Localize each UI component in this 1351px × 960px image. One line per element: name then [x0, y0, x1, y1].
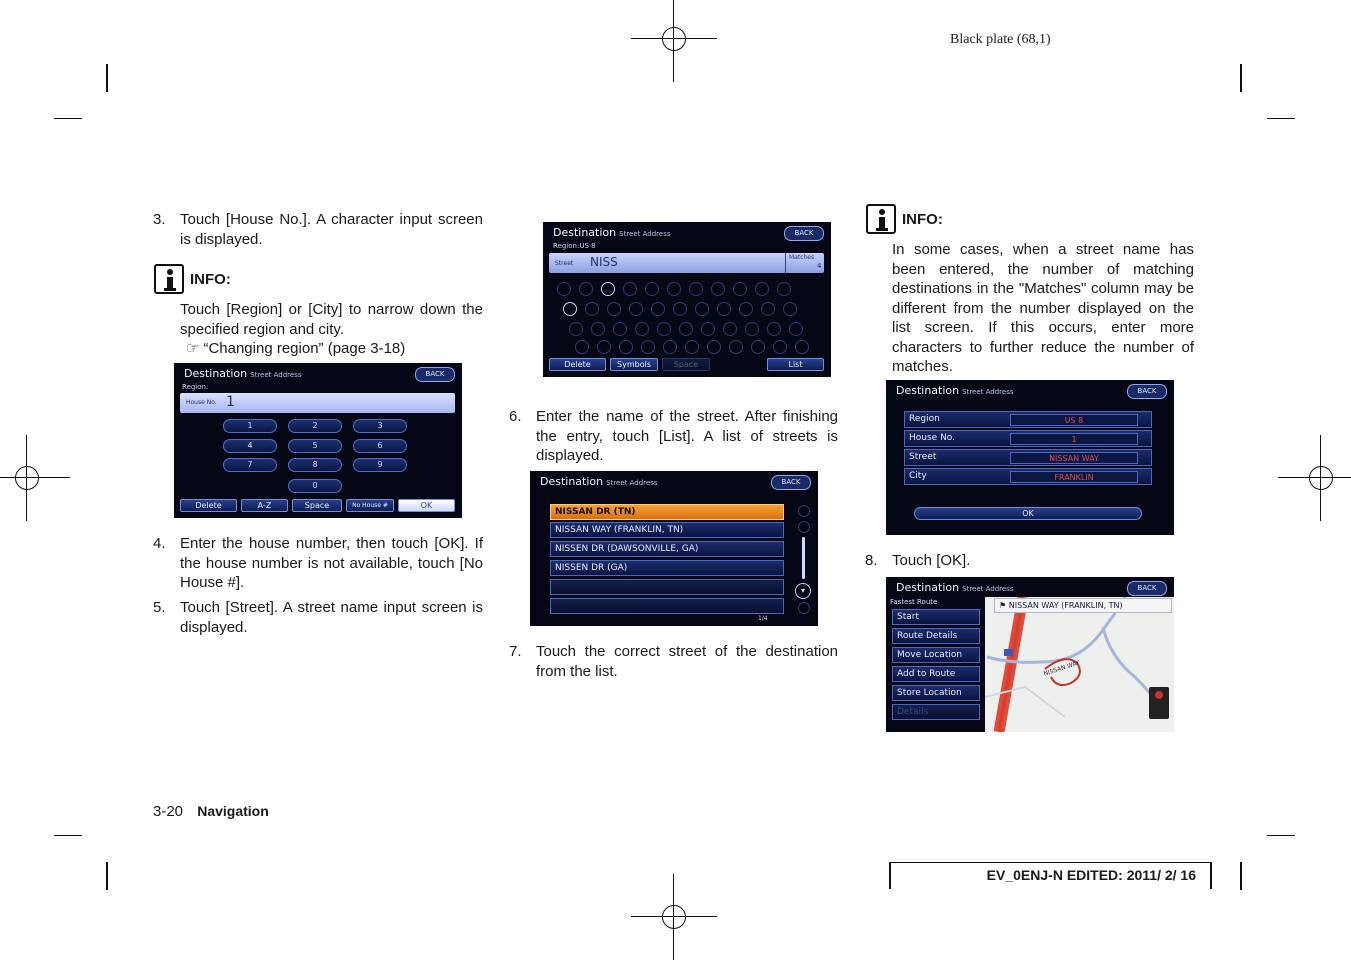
scroll-down-icon[interactable] — [798, 602, 810, 614]
screen-title: Destination Street Address — [184, 367, 302, 380]
house-number-field[interactable] — [180, 393, 455, 413]
keyboard-key[interactable] — [651, 302, 665, 316]
back-button[interactable]: BACK — [1127, 581, 1167, 596]
field-value: 1 — [226, 394, 235, 410]
details-button[interactable]: Details — [892, 704, 980, 720]
key-2[interactable]: 2 — [288, 419, 342, 433]
keyboard-key[interactable] — [645, 282, 659, 296]
keyboard-key[interactable] — [597, 340, 611, 354]
registration-mark-left — [0, 435, 70, 521]
house-number-row[interactable] — [904, 430, 1152, 447]
list-item[interactable]: NISSEN DR (GA) — [550, 560, 784, 576]
start-button[interactable]: Start — [892, 609, 980, 625]
page-number: 3-20 — [153, 803, 184, 820]
map-street-label: NISSAN WAY — [1042, 659, 1081, 678]
space-button[interactable]: Space — [292, 499, 342, 512]
destination-name: NISSAN WAY (FRANKLIN, TN) — [1008, 601, 1123, 610]
screen-street-input — [543, 222, 831, 377]
row-value: US 8 — [1010, 414, 1138, 426]
route-label: Fastest Route — [890, 598, 938, 606]
route-details-button[interactable]: Route Details — [892, 628, 980, 644]
back-button[interactable]: BACK — [771, 475, 811, 490]
screen-street-list — [530, 471, 818, 626]
key-4[interactable]: 4 — [223, 439, 277, 453]
delete-button[interactable]: Delete — [180, 499, 237, 512]
a-z-button[interactable]: A-Z — [241, 499, 288, 512]
key-9[interactable]: 9 — [353, 458, 407, 472]
keyboard-key[interactable] — [623, 282, 637, 296]
keyboard-key[interactable] — [673, 302, 687, 316]
keyboard-key[interactable] — [685, 340, 699, 354]
key-8[interactable]: 8 — [288, 458, 342, 472]
map-view[interactable] — [985, 597, 1174, 732]
keyboard-key[interactable] — [761, 302, 775, 316]
key-1[interactable]: 1 — [223, 419, 277, 433]
edition-label: EV_0ENJ-N EDITED: 2011/ 2/ 16 — [986, 867, 1196, 883]
matches-value: 4 — [817, 262, 822, 270]
crop-mark — [1240, 862, 1242, 890]
space-button[interactable]: Space — [662, 358, 710, 371]
screen-title: Destination Street Address — [896, 581, 1014, 594]
info-label: INFO: — [190, 270, 231, 288]
list-item — [550, 579, 784, 595]
step-4 — [153, 534, 483, 594]
step-number: 7. — [509, 643, 522, 660]
info-heading — [866, 204, 943, 234]
reference-text: “Changing region” (page 3-18) — [203, 340, 406, 357]
keyboard-key[interactable] — [579, 282, 593, 296]
info-label: INFO: — [902, 210, 943, 228]
keyboard-key[interactable] — [607, 302, 621, 316]
row-label: Region — [909, 414, 940, 424]
keyboard-key[interactable] — [751, 340, 765, 354]
keyboard-key[interactable] — [729, 340, 743, 354]
row-label: House No. — [909, 433, 956, 443]
list-item[interactable]: NISSEN DR (DAWSONVILLE, GA) — [550, 541, 784, 557]
step-number: 5. — [153, 599, 166, 616]
field-label: House No. — [186, 399, 217, 406]
screen-title: Destination Street Address — [896, 384, 1014, 397]
list-item[interactable]: NISSAN DR (TN) — [550, 504, 784, 520]
keyboard-key[interactable] — [667, 282, 681, 296]
ok-button[interactable]: OK — [914, 507, 1142, 520]
registration-mark-top — [631, 0, 717, 82]
step-number: 4. — [153, 535, 166, 552]
field-value: NISS — [590, 255, 618, 269]
key-7[interactable]: 7 — [223, 458, 277, 472]
crop-mark — [54, 835, 82, 836]
keyboard-key[interactable] — [767, 322, 781, 336]
step-text: Touch the correct street of the destination from the list. — [536, 643, 838, 680]
keyboard-key[interactable] — [663, 340, 677, 354]
keyboard-key[interactable] — [613, 322, 627, 336]
step-number: 8. — [865, 552, 878, 569]
screen-confirm — [886, 380, 1174, 535]
region-label: Region: — [182, 383, 209, 391]
key-3[interactable]: 3 — [353, 419, 407, 433]
keyboard-key[interactable] — [789, 322, 803, 336]
no-house-button[interactable]: No House # — [346, 499, 394, 512]
list-button[interactable]: List — [767, 358, 824, 371]
list-item[interactable]: NISSAN WAY (FRANKLIN, TN) — [550, 522, 784, 538]
crop-mark — [54, 118, 82, 119]
screen-house-number — [174, 363, 462, 518]
step-5 — [153, 598, 483, 638]
crop-mark — [1240, 64, 1242, 92]
step-text: Enter the house number, then touch [OK]. If the house number is not available, touch [No House #]. — [180, 535, 483, 591]
keyboard-key[interactable] — [745, 322, 759, 336]
keyboard-key[interactable] — [711, 282, 725, 296]
key-5[interactable]: 5 — [288, 439, 342, 453]
step-number: 6. — [509, 408, 522, 425]
keyboard-key[interactable] — [635, 322, 649, 336]
row-label: Street — [909, 452, 937, 462]
key-0[interactable]: 0 — [288, 479, 342, 493]
keyboard-key[interactable] — [601, 282, 615, 296]
matches-label: Matches — [789, 254, 815, 261]
move-location-button[interactable]: Move Location — [892, 647, 980, 663]
keyboard-key[interactable] — [777, 282, 791, 296]
back-button[interactable]: BACK — [784, 226, 824, 241]
info-icon — [154, 264, 184, 294]
screen-title: Destination Street Address — [540, 475, 658, 488]
field-label: Street — [555, 260, 574, 267]
row-value: 1 — [1010, 433, 1138, 445]
keyboard-key[interactable] — [657, 322, 671, 336]
reference — [186, 339, 405, 359]
row-label: City — [909, 471, 927, 481]
crop-mark — [1267, 118, 1295, 119]
crop-mark — [1267, 835, 1295, 836]
step-7 — [509, 642, 839, 682]
keyboard-key[interactable] — [733, 282, 747, 296]
keyboard-key[interactable] — [717, 302, 731, 316]
screen-title: Destination Street Address — [553, 226, 671, 239]
list-item — [550, 598, 784, 614]
region-label: Region:US 8 — [553, 242, 596, 250]
keyboard-key[interactable] — [619, 340, 633, 354]
scroll-up-icon[interactable] — [798, 505, 810, 517]
delete-button[interactable]: Delete — [549, 358, 606, 371]
page-up-icon[interactable] — [798, 521, 810, 533]
store-location-button[interactable]: Store Location — [892, 685, 980, 701]
key-6[interactable]: 6 — [353, 439, 407, 453]
step-3 — [153, 210, 483, 250]
page-down-icon[interactable]: ▾ — [795, 583, 811, 599]
keyboard-key[interactable] — [689, 282, 703, 296]
keyboard-key[interactable] — [755, 282, 769, 296]
registration-mark-right — [1278, 435, 1351, 521]
section-title: Navigation — [197, 803, 269, 819]
back-button[interactable]: BACK — [1127, 384, 1167, 399]
info-heading — [154, 264, 231, 294]
step-6 — [509, 407, 839, 467]
keyboard-key[interactable] — [707, 340, 721, 354]
reference-icon: ☞ — [186, 340, 200, 357]
flag-icon: ⚑ — [999, 601, 1007, 610]
step-8 — [865, 551, 1195, 573]
page-indicator: 1/4 — [758, 615, 768, 622]
info-text: In some cases, when a street name has been entered, the number of matching destinations in the "Matches" column may be different from the number displayed on the list screen. If this occurs, enter more characters to further reduce the number of matches. — [892, 241, 1194, 375]
edition-box — [889, 862, 1212, 889]
screen-route-map — [886, 577, 1174, 732]
keyboard-key[interactable] — [585, 302, 599, 316]
info-icon — [866, 204, 896, 234]
keyboard-key[interactable] — [569, 322, 583, 336]
crop-mark — [106, 862, 108, 890]
back-button[interactable]: BACK — [415, 367, 455, 382]
registration-mark-bottom — [631, 874, 717, 960]
step-text: Enter the name of the street. After finishing the entry, touch [List]. A list of streets is displayed. — [536, 408, 838, 464]
crop-mark — [106, 64, 108, 92]
row-value: NISSAN WAY — [1010, 452, 1138, 464]
step-text: Touch [House No.]. A character input screen is displayed. — [180, 211, 483, 248]
keyboard-key[interactable] — [695, 302, 709, 316]
keyboard-key[interactable] — [563, 302, 577, 316]
keyboard-key[interactable] — [591, 322, 605, 336]
step-number: 3. — [153, 211, 166, 228]
street-field[interactable] — [549, 253, 824, 273]
keyboard-key[interactable] — [629, 302, 643, 316]
destination-banner — [994, 598, 1172, 613]
street-row[interactable] — [904, 449, 1152, 466]
city-row[interactable] — [904, 468, 1152, 485]
keyboard-key[interactable] — [739, 302, 753, 316]
keyboard-key[interactable] — [701, 322, 715, 336]
keyboard-key[interactable] — [641, 340, 655, 354]
add-to-route-button[interactable]: Add to Route — [892, 666, 980, 682]
info-text: Touch [Region] or [City] to narrow down the specified region and city. — [180, 301, 483, 338]
keyboard-key[interactable] — [795, 340, 809, 354]
ok-button[interactable]: OK — [398, 499, 455, 512]
keyboard-key[interactable] — [773, 340, 787, 354]
keyboard-key[interactable] — [679, 322, 693, 336]
step-text: Touch [OK]. — [892, 552, 971, 569]
keyboard-key[interactable] — [723, 322, 737, 336]
page-footer — [153, 803, 269, 820]
plate-label: Black plate (68,1) — [950, 32, 1051, 47]
keyboard-key[interactable] — [557, 282, 571, 296]
scrollbar[interactable] — [802, 537, 805, 579]
region-row[interactable] — [904, 411, 1152, 428]
row-value: FRANKLIN — [1010, 471, 1138, 483]
keyboard-key[interactable] — [575, 340, 589, 354]
step-text: Touch [Street]. A street name input screen is displayed. — [180, 599, 483, 636]
symbols-button[interactable]: Symbols — [610, 358, 658, 371]
keyboard-key[interactable] — [783, 302, 797, 316]
